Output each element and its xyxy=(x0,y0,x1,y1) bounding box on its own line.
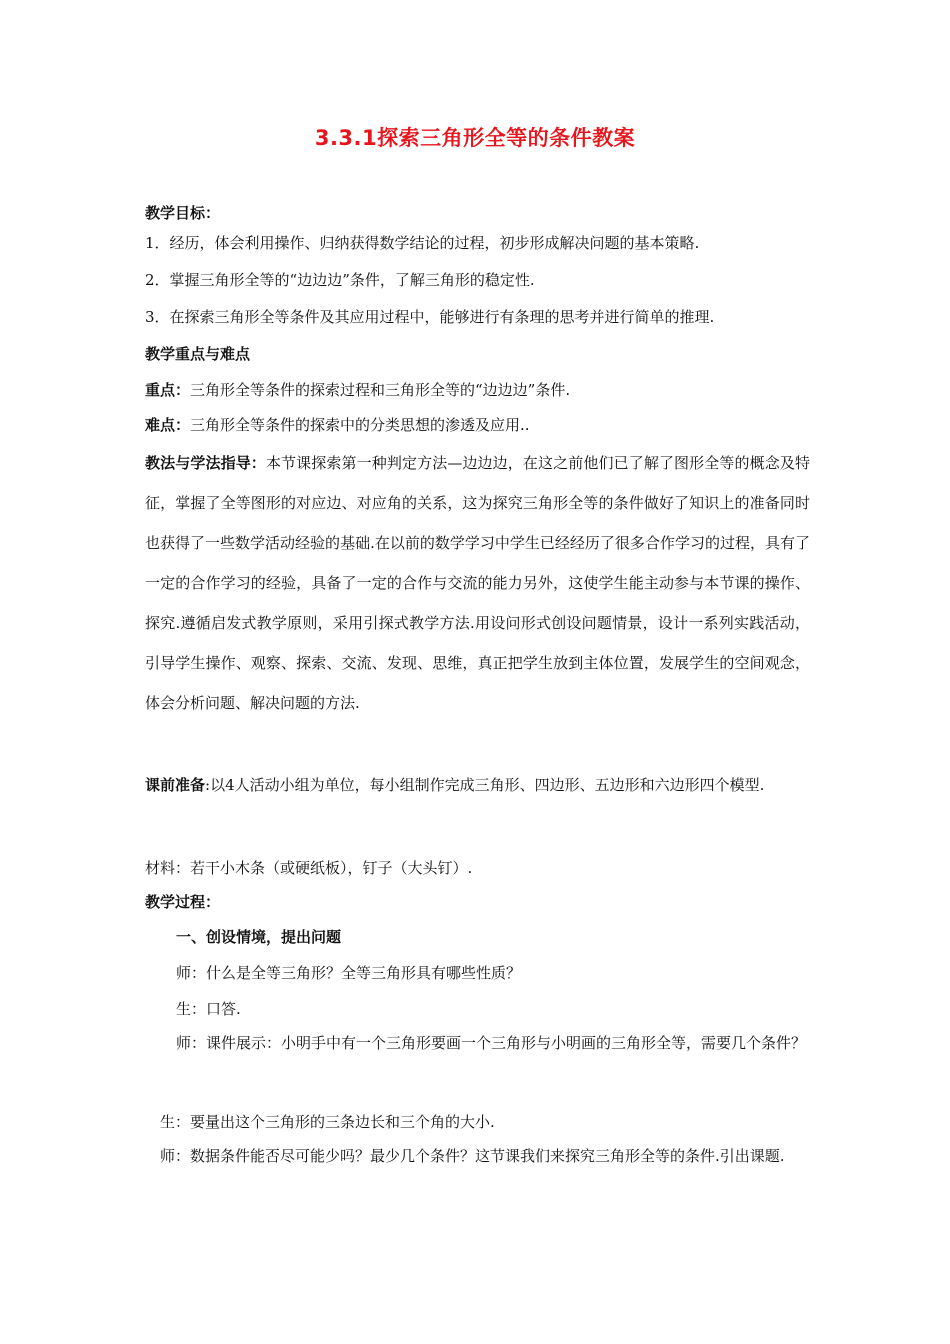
keypoints-heading: 教学重点与难点 xyxy=(145,345,251,363)
method-text: 本节课探索第一种判定方法—边边边，在这之前他们已了解了图形全等的概念及特征，掌握了全等图形的对应边、对应角的关系，这为探究三角形全等的条件做好了知识上的准备同时也获得了一些数学活动经验的基础.在以前的数学学习中学生已经经历了很多合作学习的过程，具有了一定的合作学习的经验，具备了一定的合作与交流的能力另外，这使学生能主动参与本节课的操作、探究.遵循启发式教学原则，采用引探式教学方法.用设问形式创设问题情景，设计一系列实践活动，引导学生操作、观察、探索、交流、发现、思维，真正把学生放到主体位置，发展学生的空间观念，体会分析问题、解决问题的方法. xyxy=(145,454,810,712)
goal-item-3: 3．在探索三角形全等条件及其应用过程中，能够进行有条理的思考并进行简单的推理. xyxy=(145,308,715,326)
section-1-heading: 一、创设情境，提出问题 xyxy=(176,928,342,946)
prep-paragraph xyxy=(145,765,810,805)
prep-text: :以4人活动小组为单位，每小组制作完成三角形、四边形、五边形和六边形四个模型. xyxy=(205,776,765,794)
prep-label: 课前准备 xyxy=(145,776,206,794)
difficulty-label: 难点： xyxy=(145,416,191,434)
dialogue-line-1: 师：什么是全等三角形？全等三角形具有哪些性质？ xyxy=(176,964,522,982)
dialogue-line-4: 生：要量出这个三角形的三条边长和三个角的大小. xyxy=(160,1113,495,1131)
focus-label: 重点： xyxy=(145,381,191,399)
focus-text: 三角形全等条件的探索过程和三角形全等的“边边边”条件. xyxy=(190,381,571,399)
goal-item-2: 2．掌握三角形全等的“边边边”条件，了解三角形的稳定性. xyxy=(145,271,535,289)
difficulty-line xyxy=(145,415,810,435)
method-paragraph xyxy=(145,443,810,723)
difficulty-text: 三角形全等条件的探索中的分类思想的渗透及应用.. xyxy=(190,416,530,434)
focus-line xyxy=(145,380,810,400)
method-label: 教法与学法指导： xyxy=(145,454,266,472)
goal-item-1: 1．经历，体会利用操作、归纳获得数学结论的过程，初步形成解决问题的基本策略. xyxy=(145,234,700,252)
goals-heading: 教学目标： xyxy=(145,204,221,222)
materials-line: 材料：若干小木条（或硬纸板），钉子（大头钉）. xyxy=(145,859,473,877)
document-title: 3.3.1探索三角形全等的条件教案 xyxy=(314,126,636,150)
dialogue-line-3: 师：课件展示：小明手中有一个三角形要画一个三角形与小明画的三角形全等，需要几个条件？ xyxy=(176,1034,807,1052)
dialogue-line-2: 生：口答. xyxy=(176,1000,241,1018)
process-heading: 教学过程： xyxy=(145,893,221,911)
dialogue-line-5: 师：数据条件能否尽可能少吗？最少几个条件？这节课我们来探究三角形全等的条件.引出课题. xyxy=(160,1147,785,1165)
